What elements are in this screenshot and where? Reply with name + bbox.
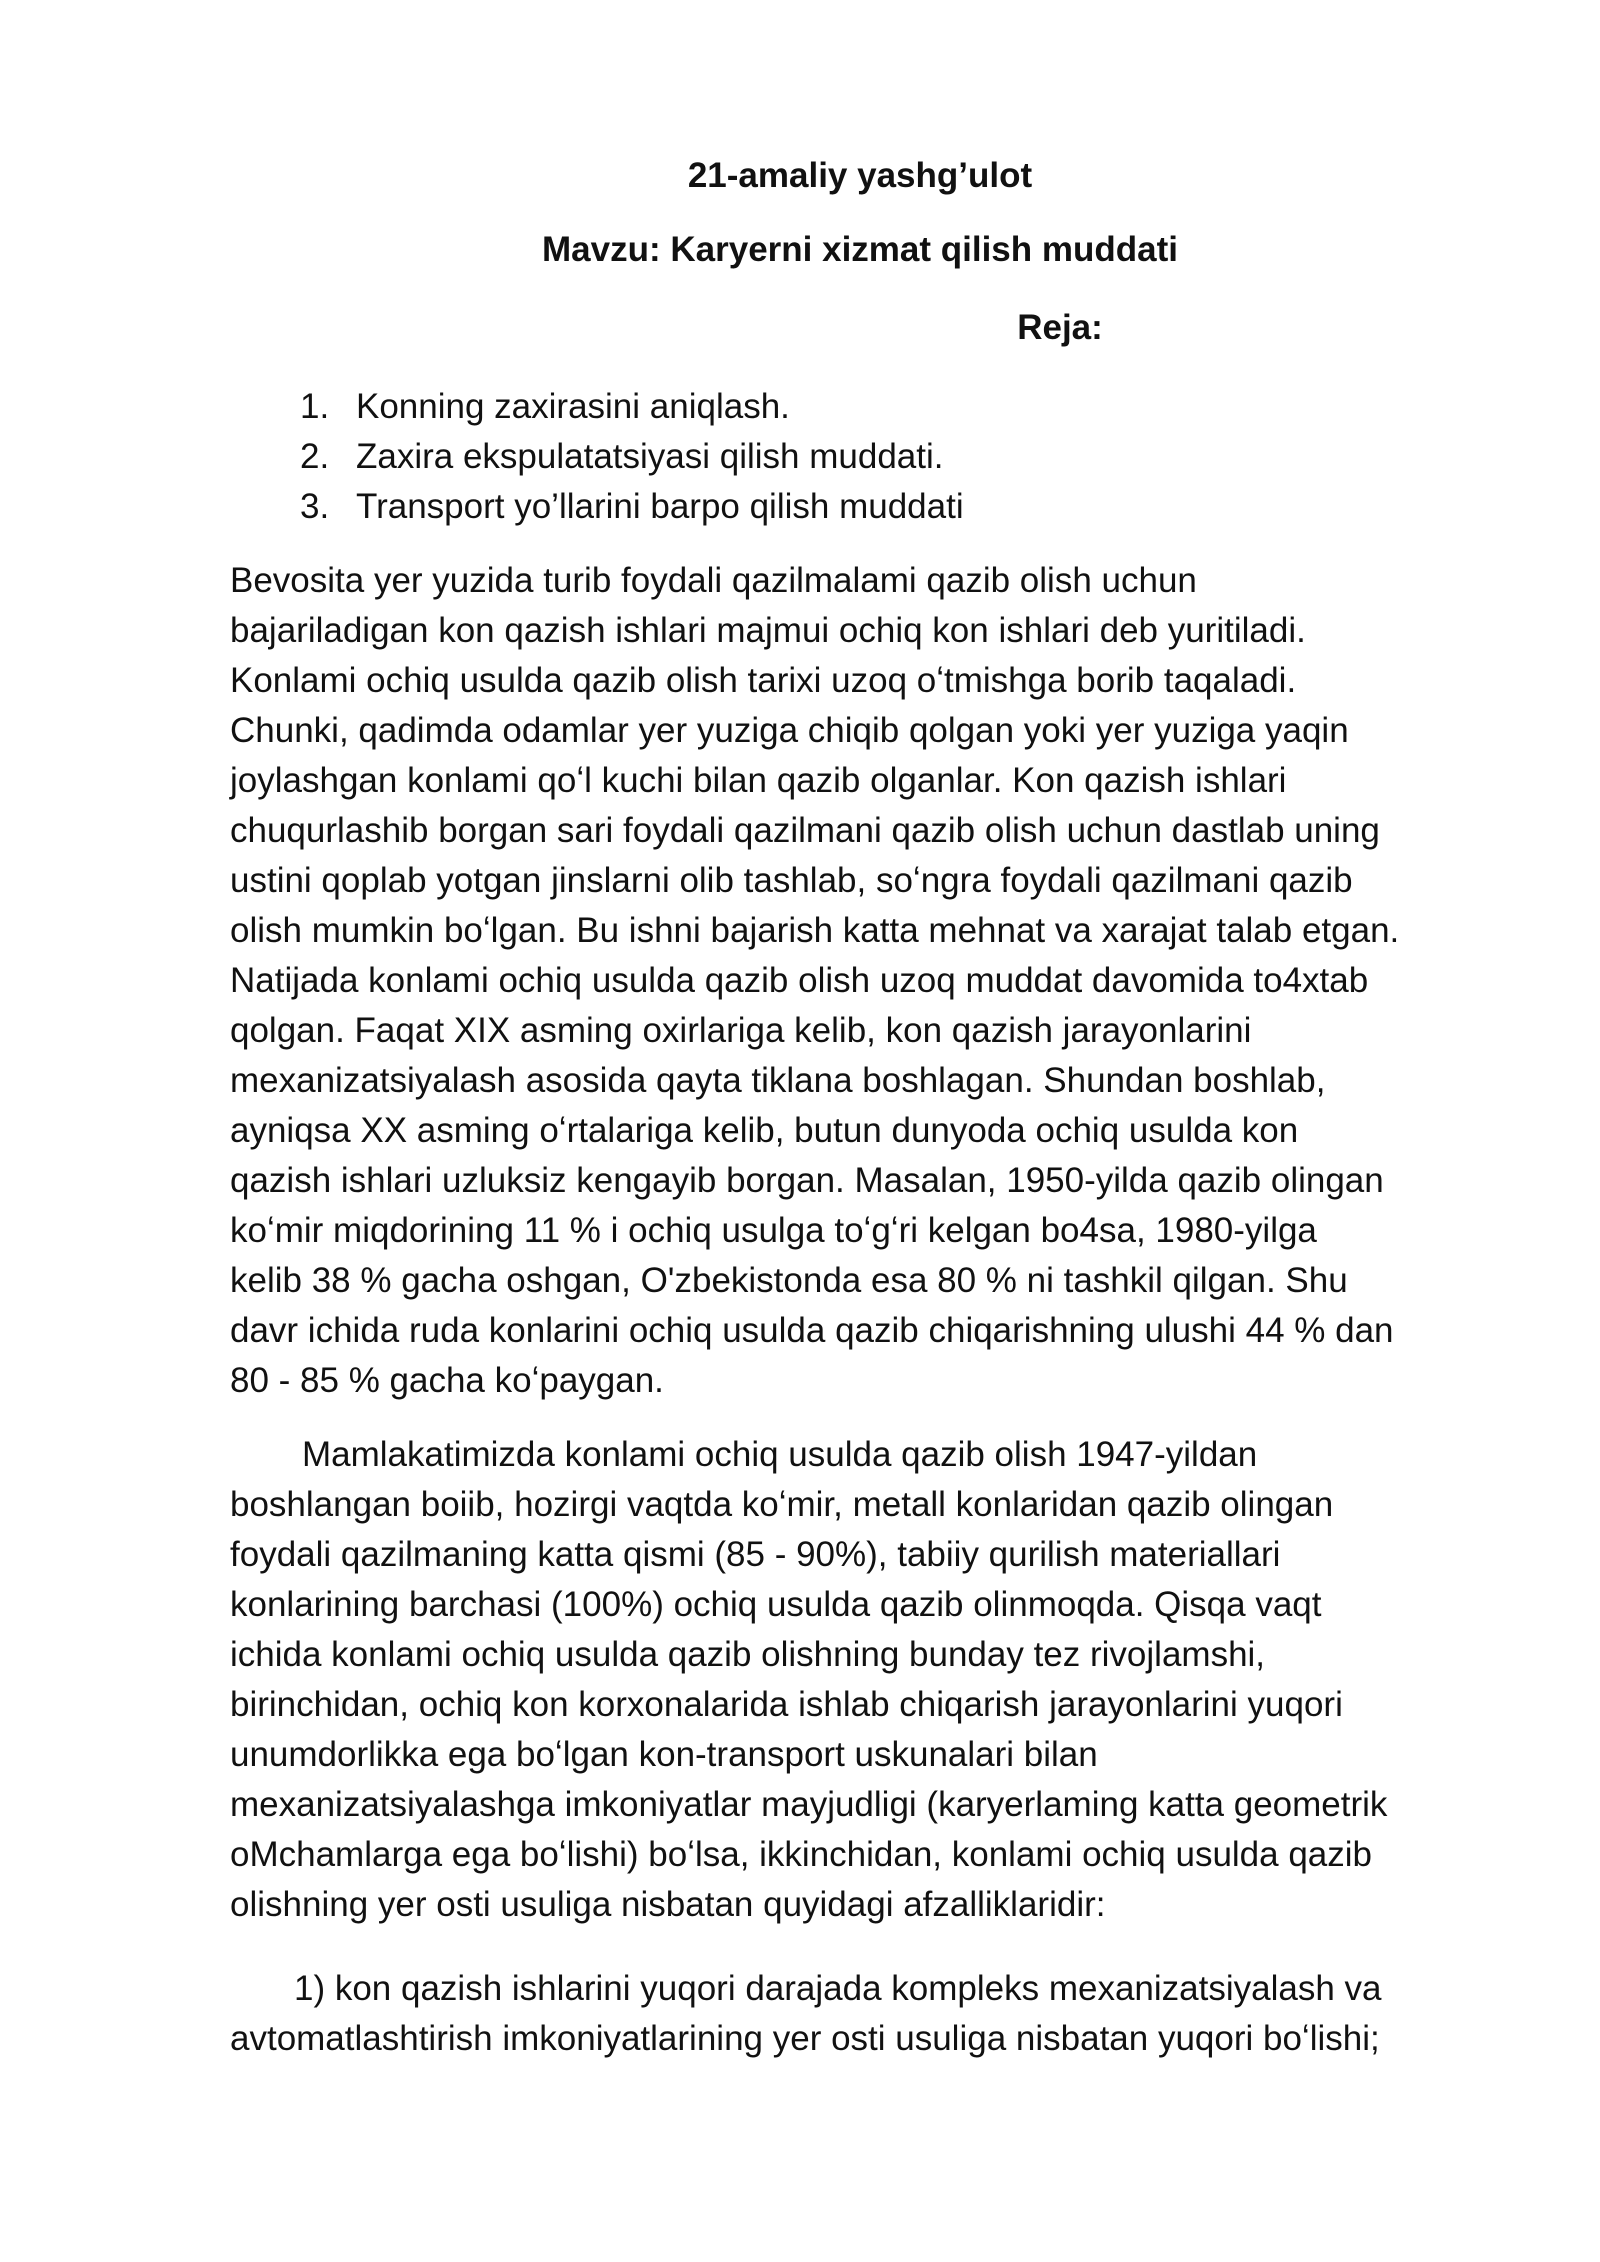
paragraph-line: ichida konlami ochiq usulda qazib olishning bunday tez rivojlamshi, [230, 1635, 1266, 1674]
paragraph-line: mexanizatsiyalash asosida qayta tiklana boshlagan. Shundan boshlab, [230, 1061, 1326, 1100]
plan-item-text: Zaxira ekspulatatsiyasi qilish muddati. [356, 437, 944, 476]
paragraph-line: chuqurlashib borgan sari foydali qazilmani qazib olish uchun dastlab uning [230, 811, 1380, 850]
plan-list [300, 382, 964, 532]
paragraph-line: davr ichida ruda konlarini ochiq usulda qazib chiqarishning ulushi 44 % dan [230, 1311, 1394, 1350]
paragraph-line: joylashgan konlami qoʻl kuchi bilan qazib olganlar. Kon qazish ishlari [230, 761, 1287, 800]
paragraph-line: Mamlakatimizda konlami ochiq usulda qazib olish 1947-yildan [302, 1435, 1258, 1474]
paragraph-line: koʻmir miqdorining 11 % i ochiq usulga toʻgʻri kelgan bo4sa, 1980-yilga [230, 1211, 1317, 1250]
paragraph-history [230, 556, 1520, 1406]
plan-title: Reja: [1017, 308, 1103, 347]
paragraph-line: qolgan. Faqat XIX asming oxirlariga kelib, kon qazish jarayonlarini [230, 1011, 1252, 1050]
plan-item-number: 2. [300, 437, 330, 476]
paragraph-line: boshlangan boiib, hozirgi vaqtda koʻmir, metall konlaridan qazib olingan [230, 1485, 1334, 1524]
paragraph-line: olish mumkin boʻlgan. Bu ishni bajarish katta mehnat va xarajat talab etgan. [230, 911, 1400, 950]
paragraph-line: ayniqsa XX asming oʻrtalariga kelib, butun dunyoda ochiq usulda kon [230, 1111, 1299, 1150]
plan-item [300, 432, 964, 482]
paragraph-line: 1) kon qazish ishlarini yuqori darajada kompleks mexanizatsiyalash va [294, 1969, 1382, 2008]
paragraph-line: konlarining barchasi (100%) ochiq usulda qazib olinmoqda. Qisqa vaqt [230, 1585, 1322, 1624]
paragraph-line: Konlami ochiq usulda qazib olish tarixi uzoq oʻtmishga borib taqaladi. [230, 661, 1297, 700]
plan-item [300, 482, 964, 532]
paragraph-line: foydali qazilmaning katta qismi (85 - 90%), tabiiy qurilish materiallari [230, 1535, 1281, 1574]
plan-item-text: Konning zaxirasini aniqlash. [356, 387, 790, 426]
plan-item-text: Transport yo’llarini barpo qilish muddati [356, 487, 964, 526]
topic-title: Mavzu: Karyerni xizmat qilish muddati [542, 230, 1178, 269]
paragraph-line: ustini qoplab yotgan jinslarni olib tashlab, soʻngra foydali qazilmani qazib [230, 861, 1353, 900]
paragraph-line: olishning yer osti usuliga nisbatan quyidagi afzalliklaridir: [230, 1885, 1106, 1924]
paragraph-line: qazish ishlari uzluksiz kengayib borgan. Masalan, 1950-yilda qazib olingan [230, 1161, 1384, 1200]
plan-item-number: 1. [300, 387, 330, 426]
paragraph-line: Chunki, qadimda odamlar yer yuziga chiqib qolgan yoki yer yuziga yaqin [230, 711, 1349, 750]
paragraph-advantage-1 [230, 1964, 1520, 2064]
paragraph-line: 80 - 85 % gacha koʻpaygan. [230, 1361, 664, 1400]
plan-item [300, 382, 964, 432]
paragraph-national [230, 1430, 1520, 1930]
plan-item-number: 3. [300, 487, 330, 526]
paragraph-line: kelib 38 % gacha oshgan, O'zbekistonda esa 80 % ni tashkil qilgan. Shu [230, 1261, 1348, 1300]
paragraph-line: mexanizatsiyalashga imkoniyatlar mayjudligi (karyerlaming katta geometrik [230, 1785, 1388, 1824]
paragraph-line: birinchidan, ochiq kon korxonalarida ishlab chiqarish jarayonlarini yuqori [230, 1685, 1343, 1724]
paragraph-line: Bevosita yer yuzida turib foydali qazilmalami qazib olish uchun [230, 561, 1197, 600]
document-heading: 21-amaliy yashg’ulot [687, 156, 1033, 195]
paragraph-line: unumdorlikka ega boʻlgan kon-transport uskunalari bilan [230, 1735, 1098, 1774]
paragraph-line: oMchamlarga ega boʻlishi) boʻlsa, ikkinchidan, konlami ochiq usulda qazib [230, 1835, 1373, 1874]
paragraph-line: Natijada konlami ochiq usulda qazib olish uzoq muddat davomida to4xtab [230, 961, 1369, 1000]
paragraph-line: bajariladigan kon qazish ishlari majmui ochiq kon ishlari deb yuritiladi. [230, 611, 1306, 650]
paragraph-line: avtomatlashtirish imkoniyatlarining yer osti usuliga nisbatan yuqori boʻlishi; [230, 2019, 1380, 2058]
